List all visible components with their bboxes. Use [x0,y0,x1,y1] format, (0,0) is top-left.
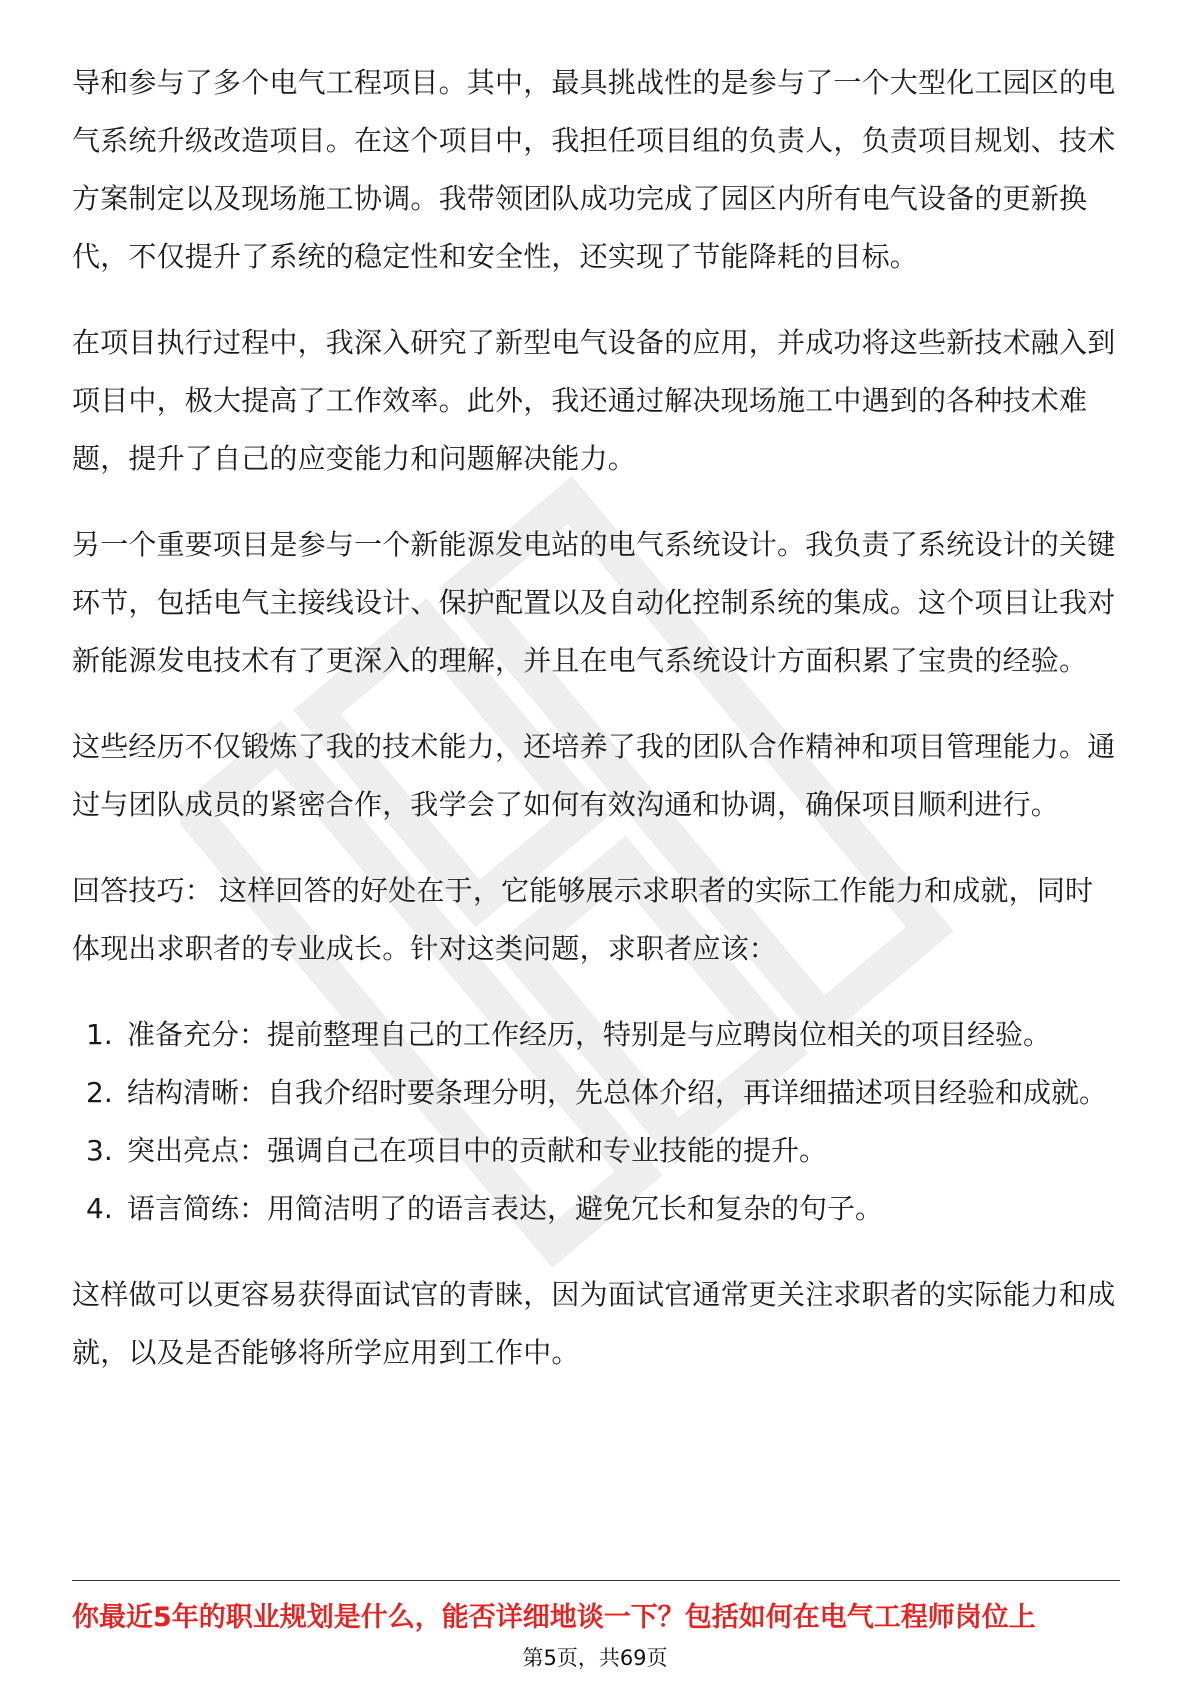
list-item [72,1180,1120,1238]
section-divider [72,1580,1120,1581]
paragraph-experience-summary: 这些经历不仅锻炼了我的技术能力，还培养了我的团队合作精神和项目管理能力。通过与团队成员的紧密合作，我学会了如何有效沟通和协调，确保项目顺利进行。 [72,730,1116,821]
paragraph-conclusion: 这样做可以更容易获得面试官的青睐，因为面试官通常更关注求职者的实际能力和成就，以及是否能够将所学应用到工作中。 [72,1278,1116,1369]
next-question-heading: 你最近5年的职业规划是什么，能否详细地谈一下？包括如何在电气工程师岗位上 [72,1602,1036,1633]
answer-tips [72,862,1120,978]
paragraph-project-2: 另一个重要项目是参与一个新能源发电站的电气系统设计。我负责了系统设计的关键环节，包括电气主接线设计、保护配置以及自动化控制系统的集成。这个项目让我对新能源发电技术有了更深入的理解，并且在电气系统设计方面积累了宝贵的经验。 [72,528,1116,677]
cut-off-line [72,10,1120,40]
answer-tips-intro: 这样回答的好处在于，它能够展示求职者的实际工作能力和成就，同时体现出求职者的专业成长。针对这类问题，求职者应该： [72,874,1094,965]
list-item [72,1122,1120,1180]
answer-tips-label: 回答技巧： [72,874,214,907]
main-content [72,22,1120,1410]
list-item-text: 语言简练：用简洁明了的语言表达，避免冗长和复杂的句子。 [127,1192,884,1225]
list-item-number: 3. [86,1134,113,1167]
list-item [72,1064,1120,1122]
paragraph-project-1: 导和参与了多个电气工程项目。其中，最具挑战性的是参与了一个大型化工园区的电气系统升级改造项目。在这个项目中，我担任项目组的负责人，负责项目规划、技术方案制定以及现场施工协调。我带领团队成功完成了园区内所有电气设备的更新换代，不仅提升了系统的稳定性和安全性，还实现了节能降耗的目标。 [72,66,1116,273]
list-item [72,1006,1120,1064]
paragraph-project-execution: 在项目执行过程中，我深入研究了新型电气设备的应用，并成功将这些新技术融入到项目中，极大提高了工作效率。此外，我还通过解决现场施工中遇到的各种技术难题，提升了自己的应变能力和问题解决能力。 [72,326,1116,475]
list-item-text: 突出亮点：强调自己在项目中的贡献和专业技能的提升。 [127,1134,828,1167]
list-item-text: 准备充分：提前整理自己的工作经历，特别是与应聘岗位相关的项目经验。 [127,1018,1052,1051]
list-item-text: 结构清晰：自我介绍时要条理分明，先总体介绍，再详细描述项目经验和成就。 [127,1076,1108,1109]
page-number-footer: 第5页，共69页 [522,1646,668,1670]
list-item-number: 1. [86,1018,113,1051]
list-item-number: 2. [86,1076,113,1109]
tips-list [72,1006,1120,1238]
list-item-number: 4. [86,1192,113,1225]
